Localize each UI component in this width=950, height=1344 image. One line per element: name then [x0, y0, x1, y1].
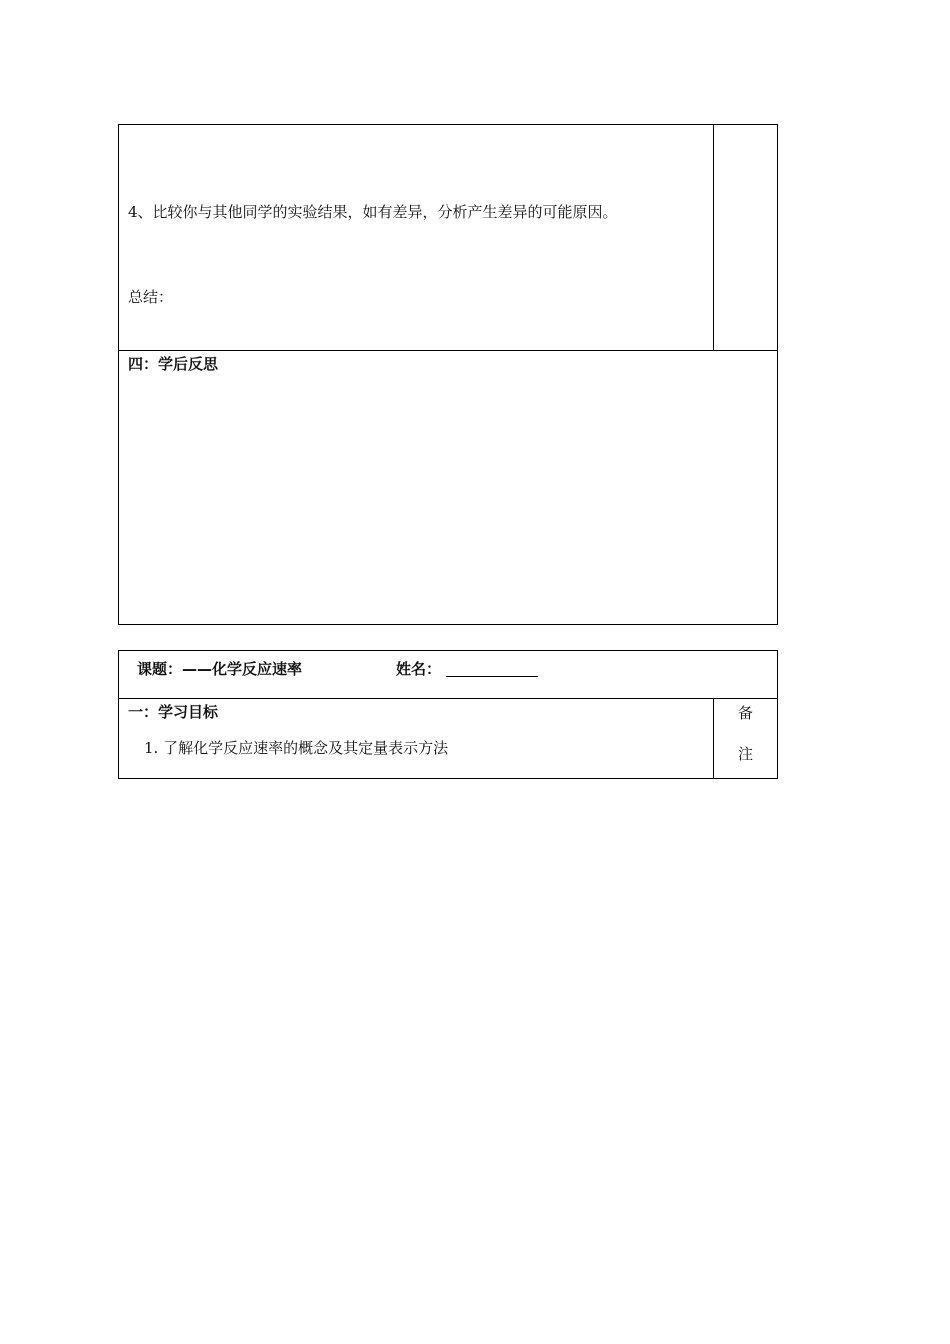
topic-title: 课题：——化学反应速率	[137, 660, 303, 678]
notes-label-char-2: 注	[738, 745, 754, 763]
row-divider	[118, 350, 778, 351]
section-heading-learning-goals: 一：学习目标	[128, 703, 219, 721]
worksheet-table-upper	[118, 124, 778, 625]
notes-column-divider	[713, 698, 714, 779]
reflection-heading: 四：学后反思	[128, 355, 219, 373]
learning-goal-1: 1. 了解化学反应速率的概念及其定量表示方法	[144, 739, 449, 757]
name-blank-line	[446, 676, 538, 677]
notes-column-divider	[713, 124, 714, 351]
question-item-4: 4、比较你与其他同学的实验结果，如有差异，分析产生差异的可能原因。	[128, 203, 618, 221]
name-label: 姓名：	[396, 660, 442, 678]
header-row-divider	[118, 698, 778, 699]
notes-label-char-1: 备	[738, 704, 754, 722]
summary-label: 总结：	[128, 288, 174, 306]
